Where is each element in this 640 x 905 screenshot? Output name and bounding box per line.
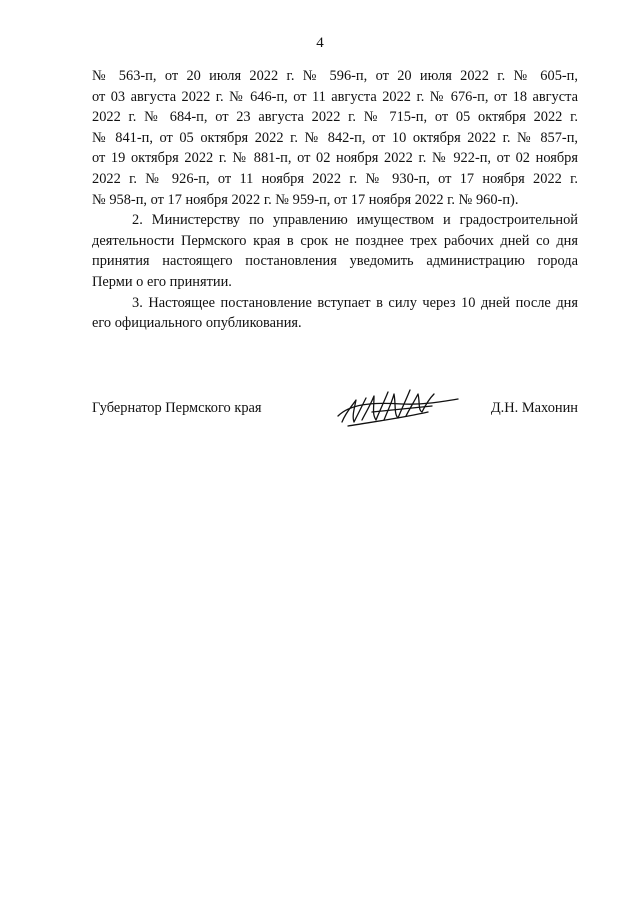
body-line: № 841-п, от 05 октября 2022 г. № 842-п, от 10 октября 2022 г. № 857-п, [92,129,578,146]
body-line: от 03 августа 2022 г. № 646-п, от 11 августа 2022 г. № 676-п, от 18 августа [92,88,578,105]
paragraph-3-line: 3. Настоящее постановление вступает в силу через 10 дней после дня [132,294,578,311]
page-number: 4 [316,35,324,51]
body-line: от 19 октября 2022 г. № 881-п, от 02 ноября 2022 г. № 922-п, от 02 ноября [92,150,578,167]
paragraph-2-line: принятия настоящего постановления уведомить администрацию города [92,253,578,270]
body-line: № 958-п, от 17 ноября 2022 г. № 959-п, от 17 ноября 2022 г. № 960-п). [92,191,519,208]
body-line: 2022 г. № 684-п, от 23 августа 2022 г. № 715-п, от 05 октября 2022 г. [92,109,578,126]
paragraph-2-line: 2. Министерству по управлению имуществом и градостроительной [132,212,578,229]
document-body [92,66,578,334]
paragraph-3-line: его официального опубликования. [92,315,302,332]
paragraph-2-line: Перми о его принятии. [92,273,232,290]
paragraph-2-line: деятельности Пермского края в срок не позднее трех рабочих дней со дня [92,232,578,249]
body-line: № 563-п, от 20 июля 2022 г. № 596-п, от 20 июля 2022 г. № 605-п, [92,68,578,84]
signature-block [92,382,578,442]
signatory-position: Губернатор Пермского края [92,400,262,416]
handwritten-signature [332,382,462,430]
signatory-name: Д.Н. Махонин [490,400,578,416]
body-line: 2022 г. № 926-п, от 11 ноября 2022 г. № 930-п, от 17 ноября 2022 г. [92,170,578,187]
